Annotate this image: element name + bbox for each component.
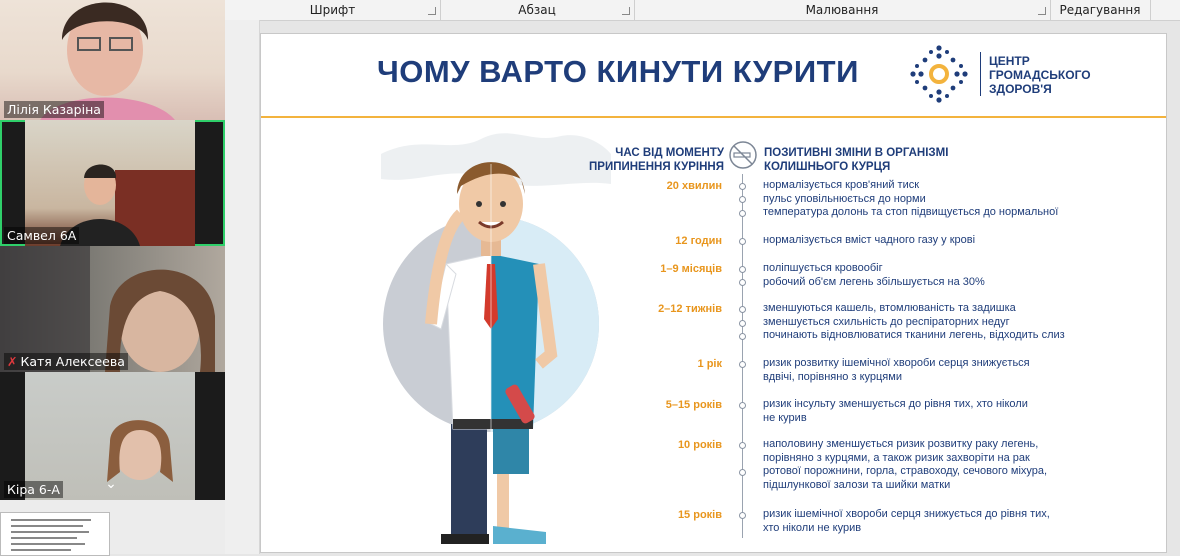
participant-name: Лілія Казаріна (4, 101, 104, 118)
timeline-dot (739, 306, 746, 313)
participant-tile[interactable] (0, 0, 225, 120)
ribbon-group-paragraph[interactable] (440, 0, 635, 20)
timeline-dot (739, 333, 746, 340)
divider-line (261, 116, 1166, 118)
logo-text: ЦЕНТР ГРОМАДСЬКОГО ЗДОРОВ'Я (989, 54, 1091, 96)
time-label: 5–15 років (665, 399, 722, 411)
time-label: 1–9 місяців (660, 263, 722, 275)
slide-title: ЧОМУ ВАРТО КИНУТИ КУРИТИ (377, 54, 859, 89)
ribbon-group-font[interactable] (225, 0, 441, 20)
timeline-dot (739, 512, 746, 519)
mic-muted-icon: ✗ (7, 354, 18, 369)
logo-icon (909, 44, 969, 104)
participant-name: Самвел 6А (4, 227, 79, 244)
timeline-dot (739, 238, 746, 245)
time-label: 15 років (677, 509, 722, 521)
change-description: нормалізується вміст чадного газу у крові (763, 234, 976, 246)
ribbon-group-label: Шрифт (309, 3, 356, 17)
change-description: нормалізується кров'яний тиск пульс уповільнюється до норми температура долонь та стоп підвищується до нормальної (763, 179, 1059, 219)
change-description: ризик ішемічної хвороби серця знижується до рівня тих, хто ніколи не курив (763, 508, 1050, 534)
time-label: 2–12 тижнів (658, 303, 722, 315)
participant-name: ✗ Катя Алексеева (4, 353, 128, 370)
timeline-dot (739, 279, 746, 286)
participant-tile[interactable] (0, 246, 225, 372)
column-header-changes: ПОЗИТИВНІ ЗМІНИ В ОРГАНІЗМІ КОЛИШНЬОГО КУРЦЯ (764, 147, 949, 173)
timeline-dot (739, 183, 746, 190)
ribbon-group-drawing[interactable] (634, 0, 1051, 20)
timeline-line (742, 174, 743, 538)
participant-name: Кіра 6-А (4, 481, 63, 498)
participant-tile[interactable] (0, 120, 225, 246)
change-description: наполовину зменшується ризик розвитку раку легень, порівняно з курцями, а також ризик захворіти на рак ротової порожнини, горла, стравоходу, сечового міхура, підшлункової залози та шийки матки (763, 438, 1048, 491)
change-description: зменшуються кашель, втомлюваність та задишка зменшується схильність до респіраторних недуг починають відновлюватися тканини легень, відходить слиз (763, 302, 1065, 342)
timeline-dot (739, 210, 746, 217)
slide-thumbnail[interactable] (0, 512, 110, 556)
timeline-dot (739, 361, 746, 368)
dialog-launcher-icon[interactable] (1038, 7, 1046, 15)
ribbon (225, 0, 1180, 21)
timeline-dot (739, 442, 746, 449)
time-label: 12 годин (675, 235, 722, 247)
dialog-launcher-icon[interactable] (622, 7, 630, 15)
change-description: поліпшується кровообіг робочий об'єм легень збільшується на 30% (763, 262, 985, 288)
column-header-time: ЧАС ВІД МОМЕНТУ ПРИПИНЕННЯ КУРІННЯ (589, 147, 724, 173)
timeline-dot (739, 266, 746, 273)
time-label: 10 років (677, 439, 722, 451)
ribbon-group-label: Абзац (518, 3, 556, 17)
timeline-dot (739, 402, 746, 409)
slide-thumbnails-pane[interactable] (225, 20, 260, 554)
dialog-launcher-icon[interactable] (428, 7, 436, 15)
ribbon-group-editing[interactable] (1050, 0, 1151, 20)
logo-separator (980, 52, 981, 96)
change-description: ризик інсульту зменшується до рівня тих, хто ніколи не курив (763, 398, 1028, 424)
change-description: ризик розвитку ішемічної хвороби серця знижується вдвічі, порівняно з курцями (763, 357, 1030, 383)
timeline-dot (739, 320, 746, 327)
chevron-down-icon[interactable]: ⌄ (105, 476, 117, 492)
timeline-dot (739, 196, 746, 203)
timeline-dot (739, 469, 746, 476)
no-smoking-icon (728, 140, 758, 170)
ribbon-group-label: Редагування (1059, 3, 1141, 17)
slide-canvas[interactable] (260, 33, 1167, 553)
time-label: 1 рік (697, 358, 722, 370)
time-label: 20 хвилин (666, 180, 722, 192)
ribbon-group-label: Малювання (805, 3, 879, 17)
video-participants-panel (0, 0, 225, 500)
